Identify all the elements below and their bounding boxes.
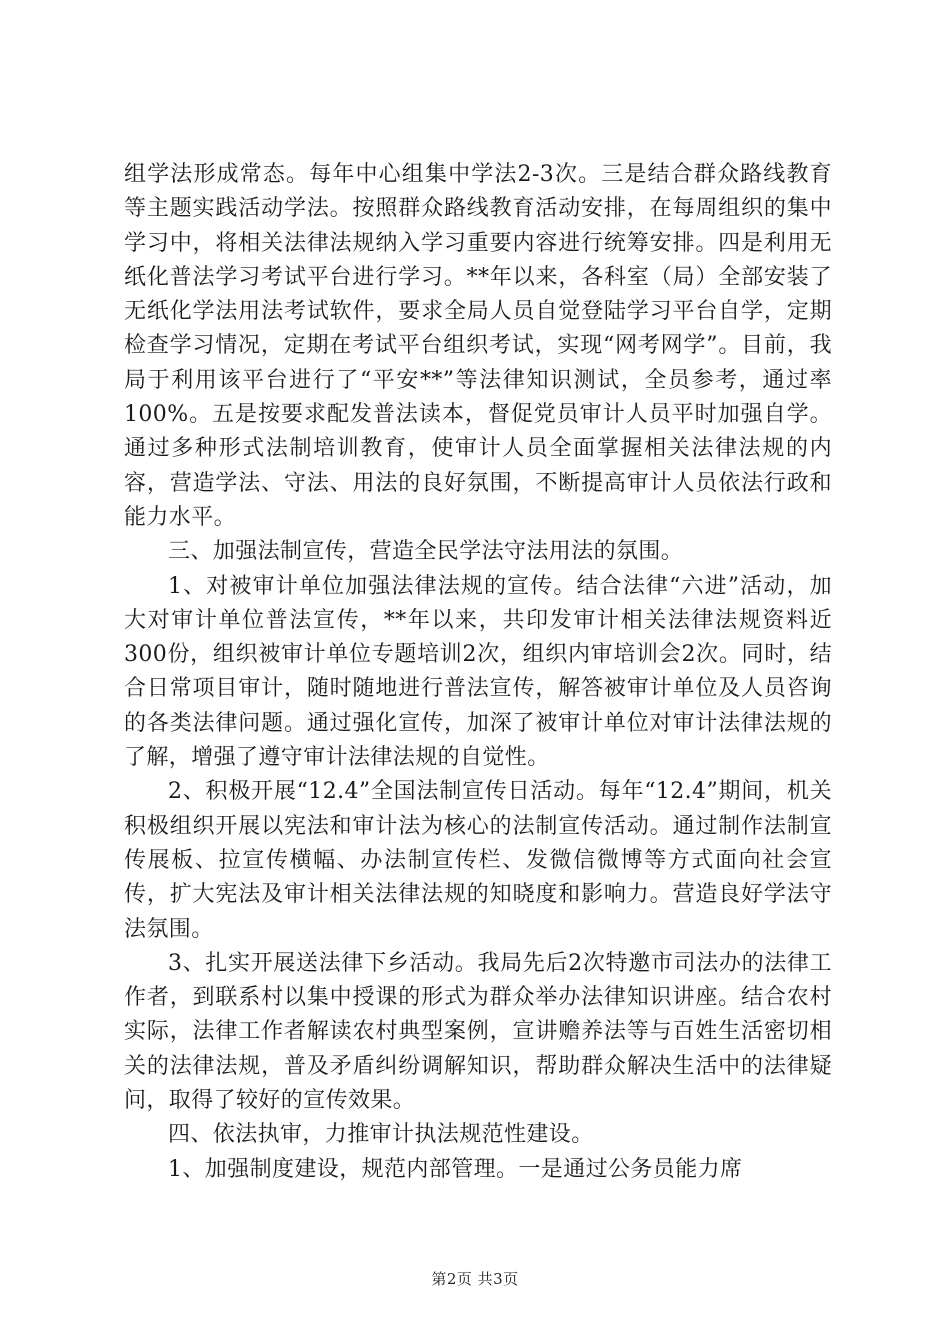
paragraph-item-4-1: 1、加强制度建设，规范内部管理。一是通过公务员能力席 (168, 1156, 743, 1182)
section-heading-4: 四、依法执审，力推审计执法规范性建设。 (168, 1122, 594, 1148)
paragraph-item-3: 3、扎实开展送法律下乡活动。我局先后2次特邀市司法办的法律工作者，到联系村以集中授课的形式为群众举办法律知识讲座。结合农村实际，法律工作者解读农村典型案例，宣讲赡养法等与百姓生活密切相关的法律法规，普及矛盾纠纷调解知识，帮助群众解决生活中的法律疑问，取得了较好的宣传效果。 (124, 950, 832, 1114)
section-heading-3: 三、加强法制宣传，营造全民学法守法用法的氛围。 (168, 539, 684, 565)
paragraph-continued: 组学法形成常态。每年中心组集中学法2-3次。三是结合群众路线教育等主题实践活动学法。按照群众路线教育活动安排，在每周组织的集中学习中，将相关法律法规纳入学习重要内容进行统筹安排。四是利用无纸化普法学习考试平台进行学习。**年以来，各科室（局）全部安装了无纸化学法用法考试软件，要求全局人员自觉登陆学习平台自学，定期检查学习情况，定期在考试平台组织考试，实现“网考网学”。目前，我局于利用该平台进行了“平安**”等法律知识测试，全员参考，通过率100%。五是按要求配发普法读本，督促党员审计人员平时加强自学。通过多种形式法制培训教育，使审计人员全面掌握相关法律法规的内容，营造学法、守法、用法的良好氛围，不断提高审计人员依法行政和能力水平。 (124, 162, 832, 530)
page-number-footer: 第2页 共3页 (431, 1270, 519, 1288)
paragraph-item-2: 2、积极开展“12.4”全国法制宣传日活动。每年“12.4”期间，机关积极组织开展以宪法和审计法为核心的法制宣传活动。通过制作法制宣传展板、拉宣传横幅、办法制宣传栏、发微信微博等方式面向社会宣传，扩大宪法及审计相关法律法规的知晓度和影响力。营造良好学法守法氛围。 (124, 779, 832, 942)
paragraph-item-1: 1、对被审计单位加强法律法规的宣传。结合法律“六进”活动，加大对审计单位普法宣传，**年以来，共印发审计相关法律法规资料近300份，组织被审计单位专题培训2次，组织内审培训会2次。同时，结合日常项目审计，随时随地进行普法宣传，解答被审计单位及人员咨询的各类法律问题。通过强化宣传，加深了被审计单位对审计法律法规的了解，增强了遵守审计法律法规的自觉性。 (124, 573, 832, 771)
document-body (124, 158, 832, 1187)
